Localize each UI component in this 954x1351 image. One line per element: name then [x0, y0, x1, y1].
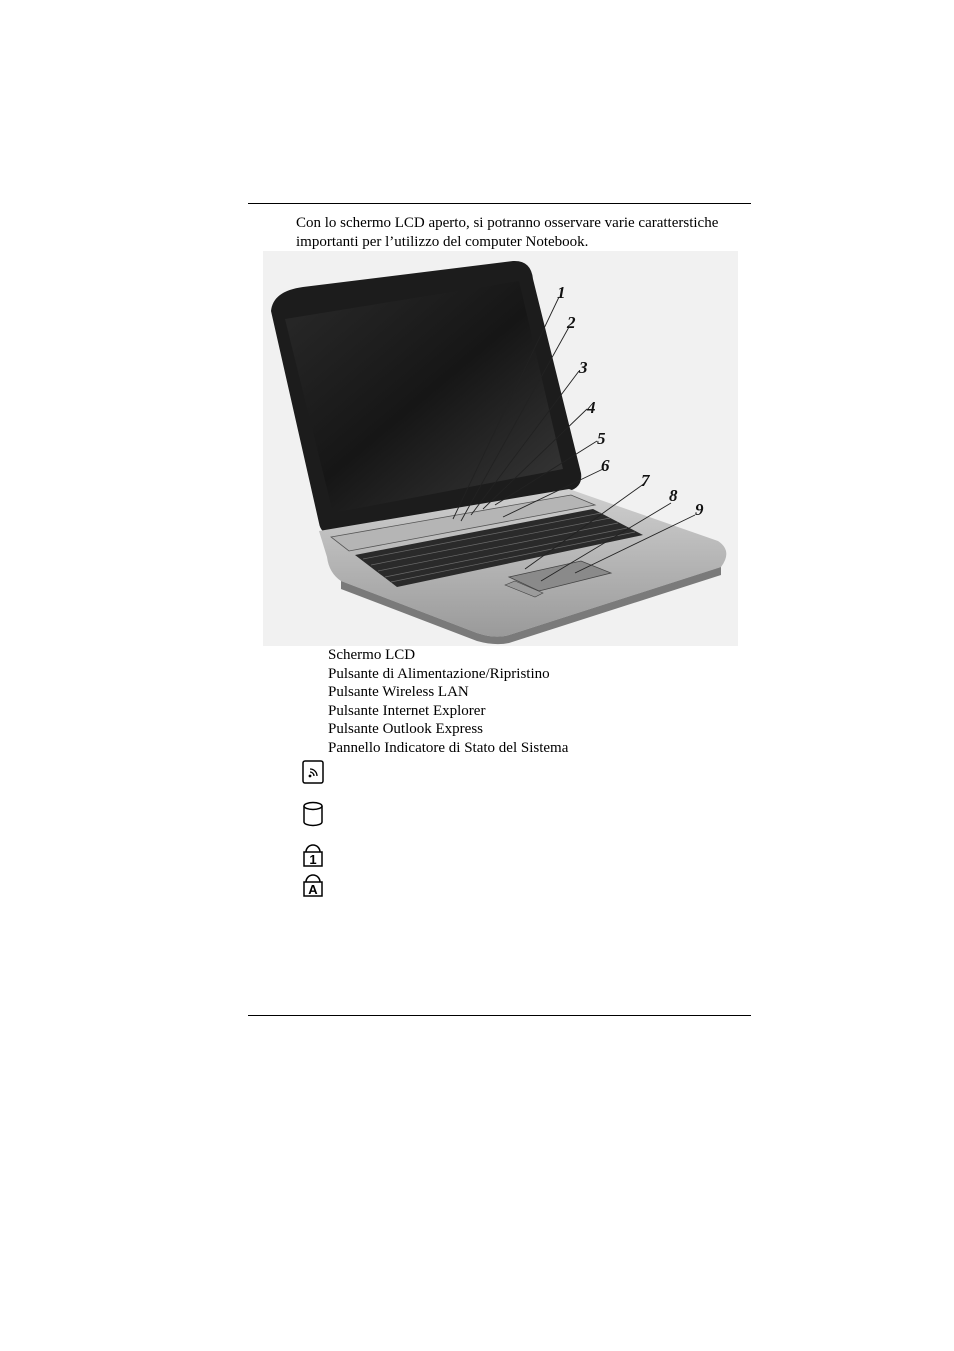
list-item: Pulsante di Alimentazione/Ripristino: [328, 665, 550, 682]
intro-paragraph: [296, 214, 756, 252]
callout-7: 7: [641, 471, 650, 490]
laptop-figure: [263, 251, 738, 646]
intro-line-2: importanti per l’utilizzo del computer Notebook.: [296, 234, 589, 250]
caps-lock-icon: [302, 872, 324, 898]
callout-6: 6: [601, 456, 610, 475]
callout-5: 5: [597, 429, 606, 448]
intro-line-1: Con lo schermo LCD aperto, si potranno osservare varie caratterstiche: [296, 215, 719, 231]
callout-1: 1: [557, 283, 566, 302]
callout-8: 8: [669, 486, 678, 505]
component-list: [328, 646, 568, 757]
list-item: Schermo LCD: [328, 647, 416, 663]
header-rule: [248, 203, 751, 204]
num-lock-icon: [302, 842, 324, 868]
footer-rule: [248, 1015, 751, 1016]
callout-2: 2: [567, 313, 576, 332]
hard-disk-icon: [302, 801, 324, 827]
list-item: Pulsante Outlook Express: [328, 721, 483, 737]
caps-lock-glyph: A: [308, 882, 318, 897]
list-item: Pulsante Wireless LAN: [328, 684, 469, 700]
list-item: Pulsante Internet Explorer: [328, 702, 486, 719]
num-lock-glyph: 1: [309, 852, 317, 867]
callout-3: 3: [579, 358, 588, 377]
callout-4: 4: [587, 398, 596, 417]
callout-9: 9: [695, 500, 704, 519]
wireless-icon: [302, 760, 324, 784]
laptop-illustration: [263, 251, 738, 646]
list-item: Pannello Indicatore di Stato del Sistema: [328, 739, 569, 756]
